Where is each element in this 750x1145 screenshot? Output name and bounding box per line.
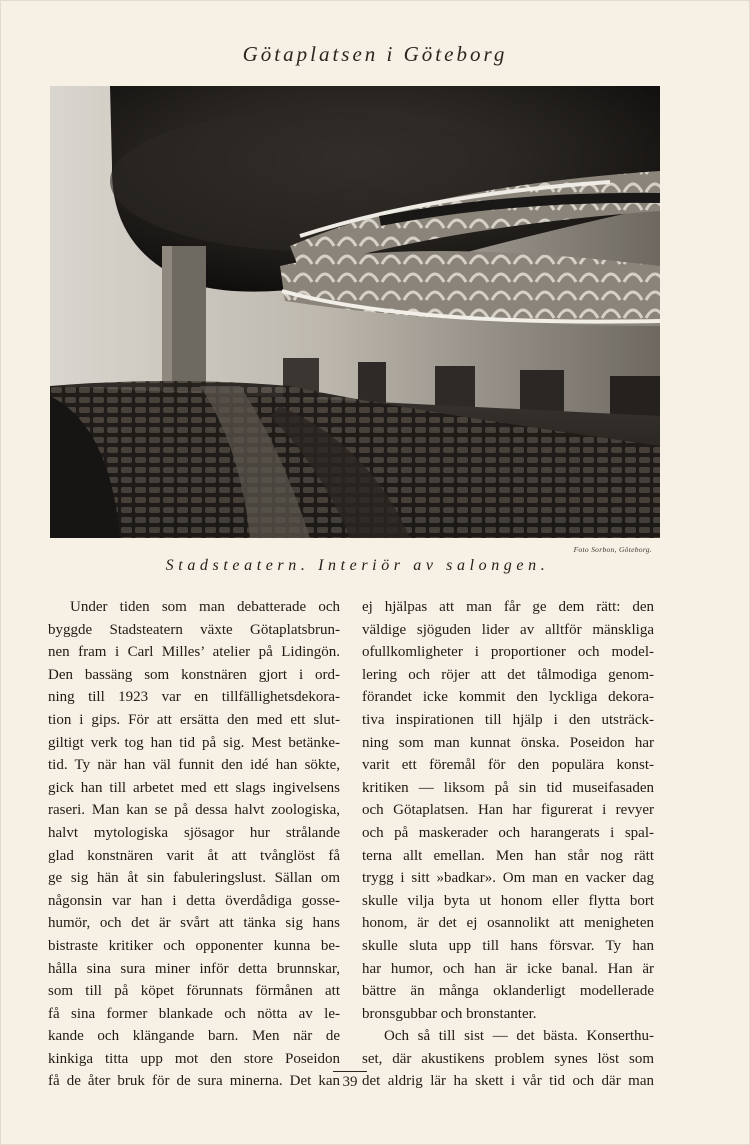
text-line: tiva inspirationen till hjälp i den utsträck-: [362, 711, 654, 728]
page-number: 39: [342, 1074, 358, 1090]
text-line: raseri. Man kan se på dessa halvt zoologiska,: [48, 802, 340, 819]
text-line: och Götaplatsen. Han har figurerat i revyer: [362, 802, 654, 819]
text-line: skulle sluta upp till hans försvar. Ty han: [362, 937, 654, 954]
photo-illustration: [50, 86, 660, 538]
text-line: få de åter bruk för de sura minerna. Det kan: [48, 1073, 340, 1090]
text-line: kinkiga titta upp mot den store Poseidon: [48, 1050, 340, 1067]
text-line: terna allt emellan. Men han står nog rätt: [362, 847, 654, 864]
text-line: kande och klängande barn. Men när de: [48, 1028, 340, 1045]
text-line: bronsgubbar och bronstanter.: [362, 1005, 537, 1022]
text-line: honom, är det ej osannolikt att menigheten: [362, 915, 654, 932]
right-text-column: [362, 596, 654, 1093]
text-line: tid. Ty när han väl funnit den idé han sökte,: [48, 757, 340, 774]
text-line: trygg i sitt »badkar». Om man en vacker dag: [362, 870, 654, 887]
text-line: någonsin var han i detta överdådiga gosse-: [48, 892, 340, 909]
text-line: få sina former blankade och nötta av le-: [48, 1005, 340, 1022]
text-line: ofullkomligheter i proportioner och model-: [362, 644, 654, 661]
text-line: set, där akustikens problem synes löst som: [362, 1050, 654, 1067]
text-line: Under tiden som man debatterade och: [70, 599, 340, 615]
text-line: bistraste kritiker och opponenter kunna be-: [48, 937, 340, 954]
theatre-interior-photo: [50, 86, 660, 538]
text-line: ge sig hän åt sin fabuleringslust. Sällan om: [48, 870, 340, 887]
text-line: hålla sina sura miner inför detta brunnskar,: [48, 960, 340, 977]
text-line: väldige sjöguden lider av alltför mänskliga: [362, 621, 654, 638]
text-line: och på maskerader och harangerats i spal-: [362, 824, 654, 841]
text-line: ning som man kunnat önska. Poseidon har: [362, 734, 654, 751]
photo-credit: Foto Sorbon, Göteborg.: [573, 545, 652, 554]
text-line: Och så till sist — det bästa. Konserthu-: [384, 1028, 654, 1045]
left-text-column: [48, 596, 340, 1093]
text-line: bättre än många oklanderligt modellerade: [362, 983, 654, 1000]
text-line: kritiken — liksom på sin tid museifasaden: [362, 779, 654, 796]
text-line: förandet icke kommit den lyckliga dekora-: [362, 689, 654, 706]
text-line: varit ett föremål för den populära konst-: [362, 757, 654, 774]
text-line: ning till 1923 var en tillfällighetsdekora-: [48, 689, 340, 706]
text-line: Den bassäng som konstnären gjort i ord-: [48, 666, 340, 683]
figure-caption: Stadsteatern. Interiör av salongen.: [165, 557, 550, 574]
text-line: gick han till arbetet med ett slags ingivelsens: [48, 779, 340, 796]
text-line: som till på köpet förunnats förmånen att: [48, 983, 340, 1000]
running-title: Götaplatsen i Göteborg: [242, 42, 508, 66]
text-line: skulle vilja byta ut honom eller flytta bort: [362, 892, 654, 909]
text-line: halvt mytologiska sjösagor hur strålande: [48, 824, 340, 841]
text-line: lering och röjer att det tålmodiga genom-: [362, 666, 654, 683]
text-line: tion i gips. För att ersätta den med ett slut-: [48, 711, 340, 728]
text-line: ej hjälpas att man får ge dem rätt: den: [362, 599, 654, 615]
text-line: har humor, och han är icke banal. Han är: [362, 960, 654, 977]
text-line: byggde Stadsteatern växte Götaplatsbrun-: [48, 621, 340, 638]
text-line: glad konstnären varit åt att tvånglöst få: [48, 847, 340, 864]
text-line: det aldrig lär ha skett i vår tid och där man: [362, 1073, 654, 1090]
page-number-rule: [333, 1071, 367, 1072]
text-line: nen fram i Carl Milles’ atelier på Lidingön.: [48, 644, 340, 661]
text-line: giltigt verk tog han tid på sig. Mest betänke-: [48, 734, 340, 751]
text-line: humör, och det är svårt att tänka sig hans: [48, 915, 340, 932]
